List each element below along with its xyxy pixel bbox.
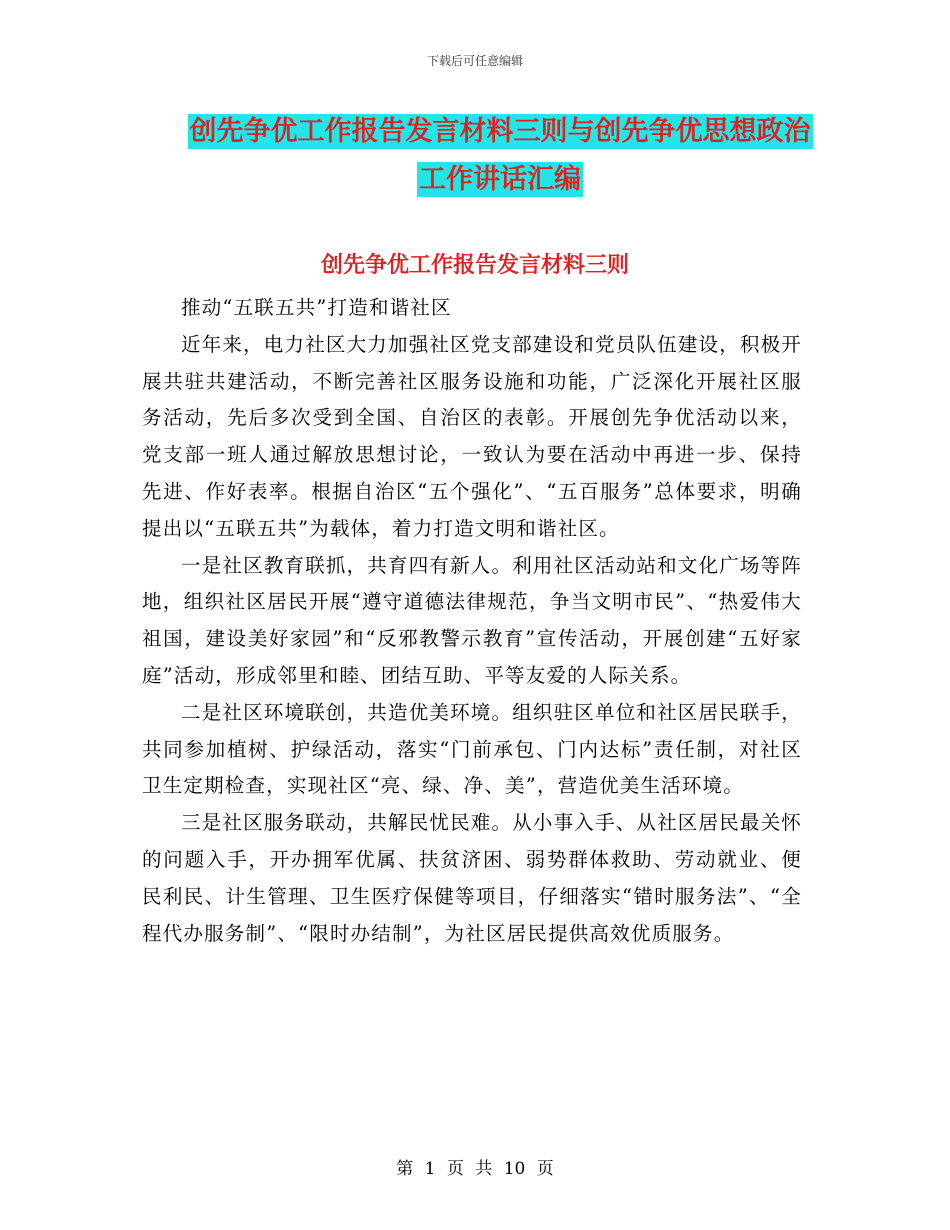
paragraph: 一是社区教育联抓，共育四有新人。利用社区活动站和文化广场等阵地，组织社区居民开展“遵守道德法律规范，争当文明市民”、“热爱伟大祖国，建设美好家园”和“反邪教警示教育”宣传活动，开展创建“五好家庭”活动，形成邻里和睦、团结互助、平等友爱的人际关系。 bbox=[142, 553, 803, 687]
page-number-footer: 第 1 页 共 10 页 bbox=[396, 1159, 554, 1179]
page-header-note: 下载后可任意编辑 bbox=[426, 54, 523, 68]
document-title-line-1: 创先争优工作报告发言材料三则与创先争优思想政治 bbox=[189, 116, 811, 147]
paragraph: 三是社区服务联动，共解民忧民难。从小事入手、从社区居民最关怀的问题入手，开办拥军优属、扶贫济困、弱势群体救助、劳动就业、便民利民、计生管理、卫生医疗保健等项目，仔细落实“错时服务法”、“全程代办服务制”、“限时办结制”，为社区居民提供高效优质服务。 bbox=[142, 811, 803, 945]
document-title-line-2: 工作讲话汇编 bbox=[419, 164, 581, 195]
paragraph: 二是社区环境联创，共造优美环境。组织驻区单位和社区居民联手，共同参加植树、护绿活动，落实“门前承包、门内达标”责任制，对社区卫生定期检查，实现社区“亮、绿、净、美”，营造优美生活环境。 bbox=[142, 700, 803, 798]
document-title bbox=[150, 108, 850, 204]
section-title: 创先争优工作报告发言材料三则 bbox=[320, 253, 629, 278]
paragraph: 近年来，电力社区大力加强社区党支部建设和党员队伍建设，积极开展共驻共建活动，不断完善社区服务设施和功能，广泛深化开展社区服务活动，先后多次受到全国、自治区的表彰。开展创先争优活动以来，党支部一班人通过解放思想讨论，一致认为要在活动中再进一步、保持先进、作好表率。根据自治区“五个强化”、“五百服务”总体要求，明确提出以“五联五共”为载体，着力打造文明和谐社区。 bbox=[142, 332, 803, 540]
document-body bbox=[142, 290, 802, 952]
paragraph-subtitle: 推动“五联五共”打造和谐社区 bbox=[181, 296, 452, 319]
